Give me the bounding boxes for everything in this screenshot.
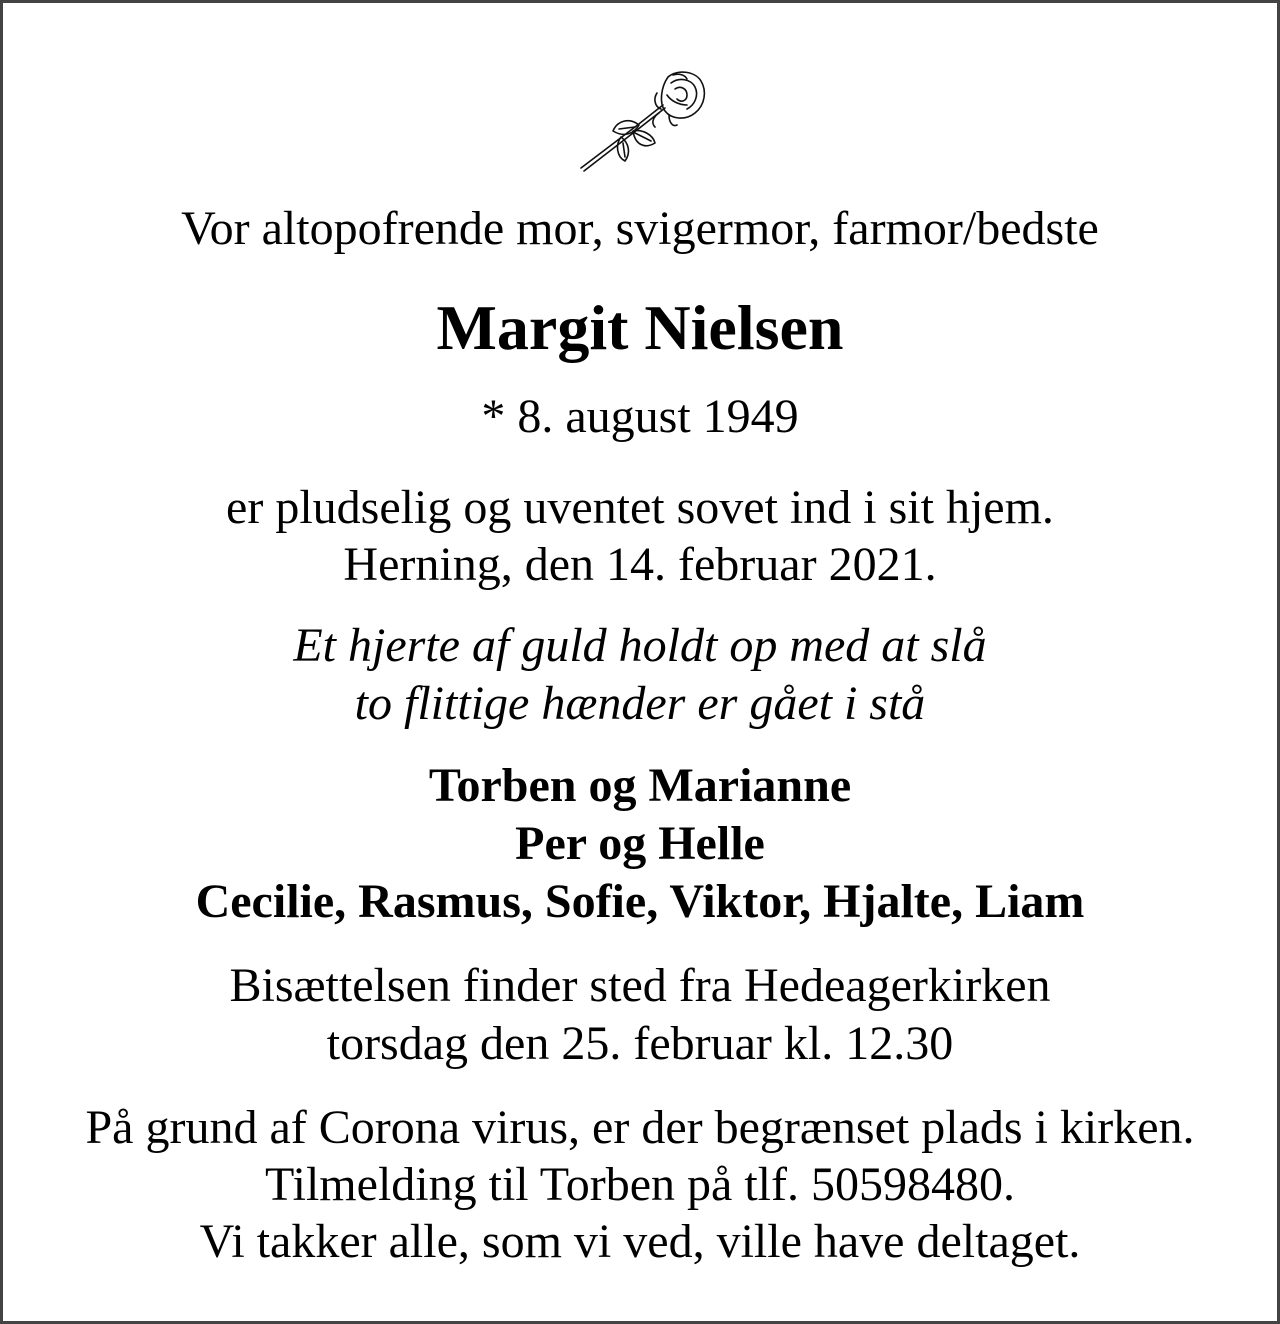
family-signatures — [3, 757, 1277, 931]
family-line: Per og Helle — [515, 817, 765, 870]
notice-line: Tilmelding til Torben på tlf. 50598480. — [265, 1158, 1015, 1211]
rose-icon — [573, 65, 718, 175]
verse-line: Et hjerte af guld holdt op med at slå — [293, 619, 987, 672]
death-place-date: Herning, den 14. februar 2021. — [343, 538, 937, 591]
birth-date — [3, 389, 1277, 445]
funeral-time: torsdag den 25. februar kl. 12.30 — [326, 1017, 954, 1070]
death-announcement — [3, 479, 1277, 593]
name-text: Margit Nielsen — [436, 292, 844, 363]
death-line: er pludselig og uventet sovet ind i sit hjem. — [226, 481, 1054, 534]
intro-line — [3, 201, 1277, 257]
family-line: Cecilie, Rasmus, Sofie, Viktor, Hjalte, Liam — [195, 875, 1085, 928]
memorial-verse — [3, 617, 1277, 733]
intro-text: Vor altopofrende mor, svigermor, farmor/bedste — [181, 202, 1099, 255]
birth-date-text: * 8. august 1949 — [481, 390, 799, 443]
notice-line: På grund af Corona virus, er der begrænset plads i kirken. — [85, 1101, 1195, 1154]
verse-line: to flittige hænder er gået i stå — [354, 677, 926, 730]
funeral-location: Bisættelsen finder sted fra Hedeagerkirken — [229, 959, 1051, 1012]
notice-line: Vi takker alle, som vi ved, ville have deltaget. — [199, 1215, 1081, 1268]
funeral-details — [3, 957, 1277, 1073]
deceased-name — [3, 291, 1277, 365]
attendance-notice — [3, 1099, 1277, 1270]
family-line: Torben og Marianne — [428, 759, 852, 812]
